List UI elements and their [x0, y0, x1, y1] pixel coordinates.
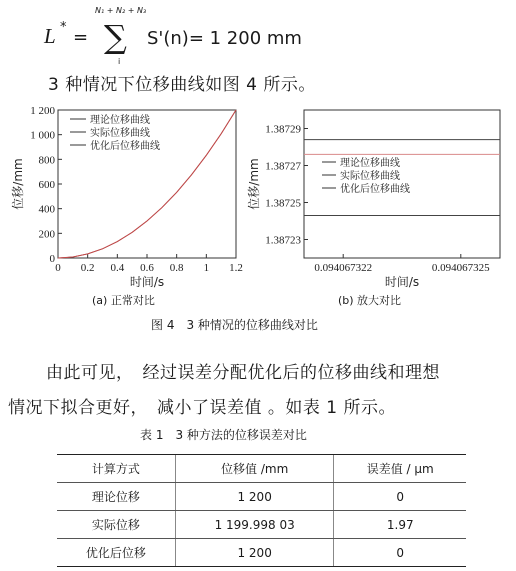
x-axis-label: 时间/s — [129, 275, 165, 289]
formula-rhs: S'(n)= 1 200 mm — [147, 28, 302, 49]
legend-label: 理论位移曲线 — [340, 158, 400, 169]
error-comparison-table — [57, 454, 466, 567]
y-tick-label: 0 — [49, 253, 55, 265]
figure-caption: 图 4 3 种情况的位移曲线对比 — [151, 318, 318, 332]
y-tick-label: 1.38727 — [265, 160, 301, 173]
table-cell: 1.97 — [334, 511, 466, 539]
y-tick-label: 1 000 — [30, 129, 55, 142]
table-cell: 实际位移 — [57, 511, 175, 539]
table-row — [57, 511, 466, 539]
y-tick-label: 800 — [38, 154, 55, 167]
sum-upper-limit: N₁ + N₂ + N₃ — [95, 6, 147, 15]
table-caption: 表 1 3 种方法的位移误差对比 — [140, 428, 307, 442]
x-tick-label: 0.4 — [110, 262, 125, 274]
panel-b-caption: (b) 放大对比 — [338, 294, 402, 307]
x-tick-label: 0 — [55, 262, 61, 274]
y-tick-label: 1.38723 — [265, 234, 301, 247]
y-axis-label: 位移/mm — [11, 158, 25, 210]
table-header-cell: 计算方式 — [57, 455, 175, 483]
legend-label: 优化后位移曲线 — [340, 184, 410, 195]
sum-symbol: ∑ — [104, 18, 127, 56]
y-tick-label: 1 200 — [30, 105, 55, 117]
table-row — [57, 483, 466, 511]
legend-label: 优化后位移曲线 — [90, 141, 160, 152]
legend-label: 理论位移曲线 — [90, 115, 150, 126]
y-axis-label: 位移/mm — [247, 158, 261, 210]
chart-panel-b — [246, 100, 508, 289]
table-cell: 1 200 — [175, 483, 334, 511]
chart-panel-a — [8, 100, 248, 289]
x-tick-label: 1.2 — [229, 262, 243, 274]
x-tick-label: 0.6 — [140, 262, 154, 274]
paragraph-conclusion-line2: 情况下拟合更好， 减小了误差值 。如表 1 所示。 — [8, 398, 397, 418]
formula-lhs: L — [44, 24, 56, 48]
table-cell: 0 — [334, 539, 466, 567]
y-tick-label: 1.38725 — [265, 197, 301, 210]
table-cell: 理论位移 — [57, 483, 175, 511]
table-cell: 1 200 — [175, 539, 334, 567]
y-tick-label: 600 — [38, 179, 55, 191]
y-tick-label: 1.38729 — [265, 123, 301, 136]
table-row — [57, 539, 466, 567]
table-cell: 优化后位移 — [57, 539, 175, 567]
table-header-row — [57, 455, 466, 483]
panel-a-caption: (a) 正常对比 — [92, 294, 155, 307]
x-axis-label: 时间/s — [384, 275, 420, 289]
x-tick-label: 0.094067325 — [431, 262, 490, 274]
x-tick-label: 0.2 — [80, 262, 95, 274]
y-tick-label: 400 — [38, 203, 55, 216]
paragraph-intro: 3 种情况下位移曲线如图 4 所示。 — [48, 75, 316, 95]
x-tick-label: 0.094067322 — [314, 262, 373, 274]
paragraph-conclusion-line1: 由此可见， 经过误差分配优化后的位移曲线和理想 — [46, 363, 440, 383]
x-tick-label: 0.8 — [169, 262, 184, 274]
legend-label: 实际位移曲线 — [90, 128, 150, 139]
table-header-cell: 位移值 /mm — [175, 455, 334, 483]
table-header-cell: 误差值 / μm — [334, 455, 466, 483]
formula-equals: = — [73, 27, 89, 48]
y-tick-label: 200 — [38, 228, 55, 241]
table-cell: 1 199.998 03 — [175, 511, 334, 539]
legend-label: 实际位移曲线 — [340, 171, 400, 182]
table-cell: 0 — [334, 483, 466, 511]
formula-lhs-superscript: * — [60, 20, 67, 35]
sum-lower-limit: i — [118, 57, 121, 66]
x-tick-label: 1 — [203, 262, 210, 274]
